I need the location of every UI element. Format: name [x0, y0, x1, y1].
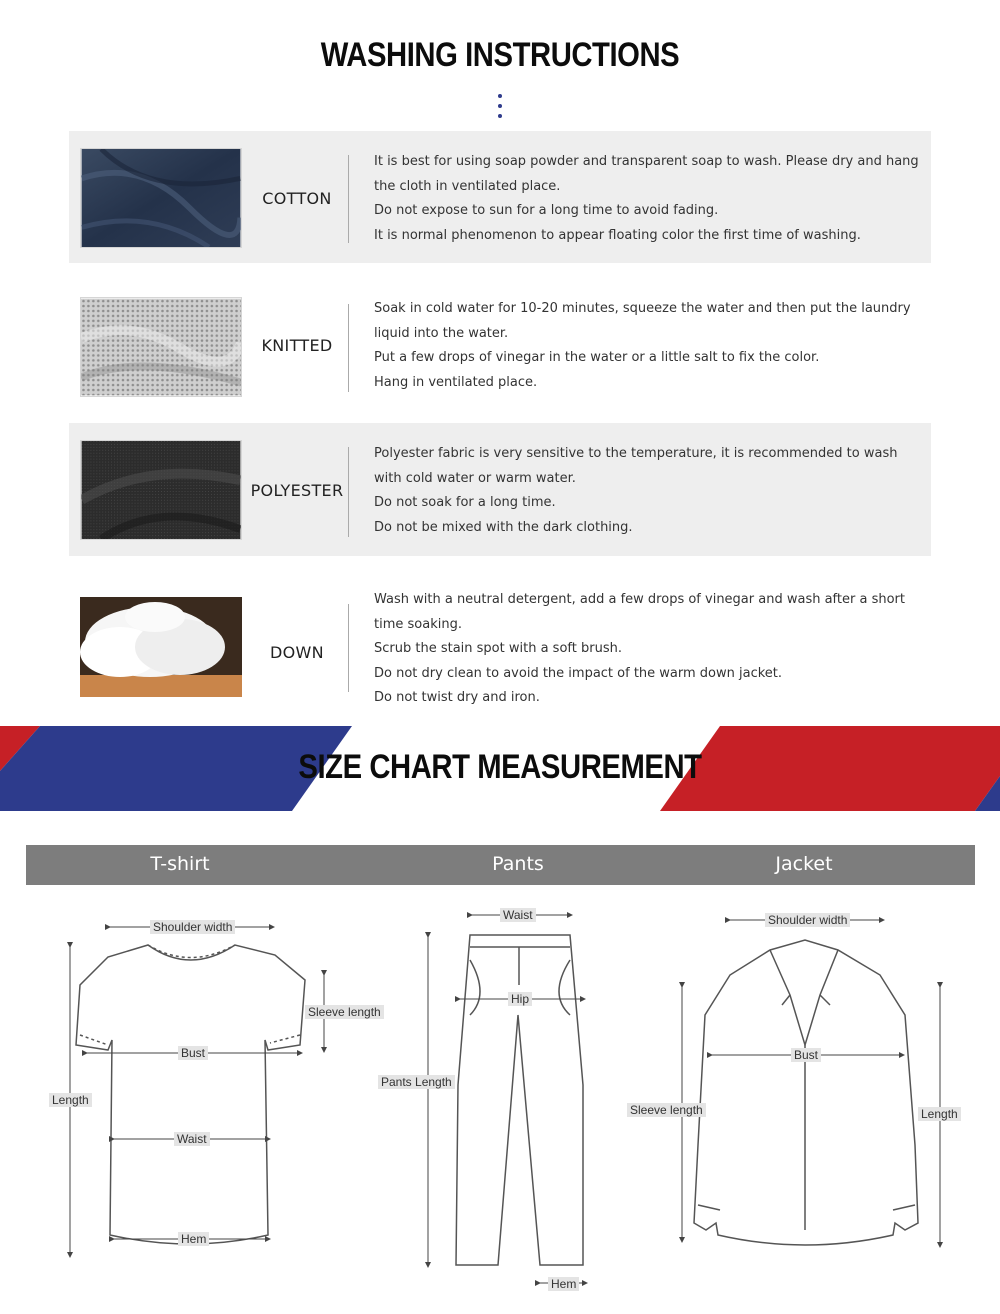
knitted-instructions: Soak in cold water for 10-20 minutes, squeeze the water and then put the laundry liquid into the water. Put a few drops of vinegar in the water or a little salt to fix the color. Hang in ventilated place. [374, 301, 911, 390]
fabric-row-knitted [69, 279, 931, 409]
column-jacket: Jacket [775, 853, 833, 875]
fabric-name-down: DOWN [270, 643, 324, 662]
fabric-name-polyester: POLYESTER [250, 481, 344, 500]
polyester-instructions: Polyester fabric is very sensitive to the temperature, it is recommended to wash with cold water or warm water. Do not soak for a long time. Do not be mixed with the dark clothing. [374, 446, 898, 535]
jacket-sleeve-label: Sleeve length [627, 1103, 706, 1117]
washing-instructions-title: WASHING INSTRUCTIONS [320, 36, 680, 74]
tshirt-waist-label: Waist [174, 1132, 210, 1146]
column-pants: Pants [492, 853, 544, 875]
fabric-row-polyester [69, 423, 931, 556]
divider-line [348, 155, 349, 243]
size-diagrams [0, 885, 1000, 1314]
jacket-length-label: Length [918, 1107, 961, 1121]
cotton-swatch-image [80, 148, 242, 248]
divider-line [348, 447, 349, 537]
fabric-row-cotton [69, 131, 931, 263]
fabric-name-knitted: KNITTED [261, 336, 333, 355]
cotton-instructions: It is best for using soap powder and transparent soap to wash. Please dry and hang the cloth in ventilated place. Do not expose to sun for a long time to avoid fading. It is normal phenomenon to appear floating color the first time of washing. [374, 154, 919, 243]
down-swatch-image [80, 597, 242, 697]
tshirt-outline [76, 945, 305, 1244]
garment-type-header [26, 845, 975, 885]
pants-waist-label: Waist [500, 908, 536, 922]
pants-length-label: Pants Length [378, 1075, 455, 1089]
pants-hem-label: Hem [548, 1277, 579, 1291]
tshirt-bust-label: Bust [178, 1046, 208, 1060]
tshirt-hem-label: Hem [178, 1232, 209, 1246]
title-dots-decoration [497, 94, 503, 124]
pants-hip-label: Hip [508, 992, 532, 1006]
jacket-shoulder-label: Shoulder width [765, 913, 850, 927]
divider-line [348, 604, 349, 692]
garment-outlines [0, 885, 1000, 1314]
knitted-swatch-image [80, 297, 242, 397]
size-chart-title: SIZE CHART MEASUREMENT [298, 748, 702, 786]
fabric-row-down [69, 575, 931, 715]
column-tshirt: T-shirt [150, 853, 210, 875]
tshirt-shoulder-label: Shoulder width [150, 920, 235, 934]
tshirt-sleeve-label: Sleeve length [305, 1005, 384, 1019]
polyester-swatch-image [80, 440, 242, 540]
jacket-outline [694, 940, 918, 1245]
fabric-name-cotton: COTTON [262, 189, 332, 208]
jacket-bust-label: Bust [791, 1048, 821, 1062]
divider-line [348, 304, 349, 392]
down-instructions: Wash with a neutral detergent, add a few drops of vinegar and wash after a short time soaking. Scrub the stain spot with a soft brush. Do not dry clean to avoid the impact of the warm down jacket. Do not twist dry and iron. [374, 592, 905, 706]
tshirt-length-label: Length [49, 1093, 92, 1107]
